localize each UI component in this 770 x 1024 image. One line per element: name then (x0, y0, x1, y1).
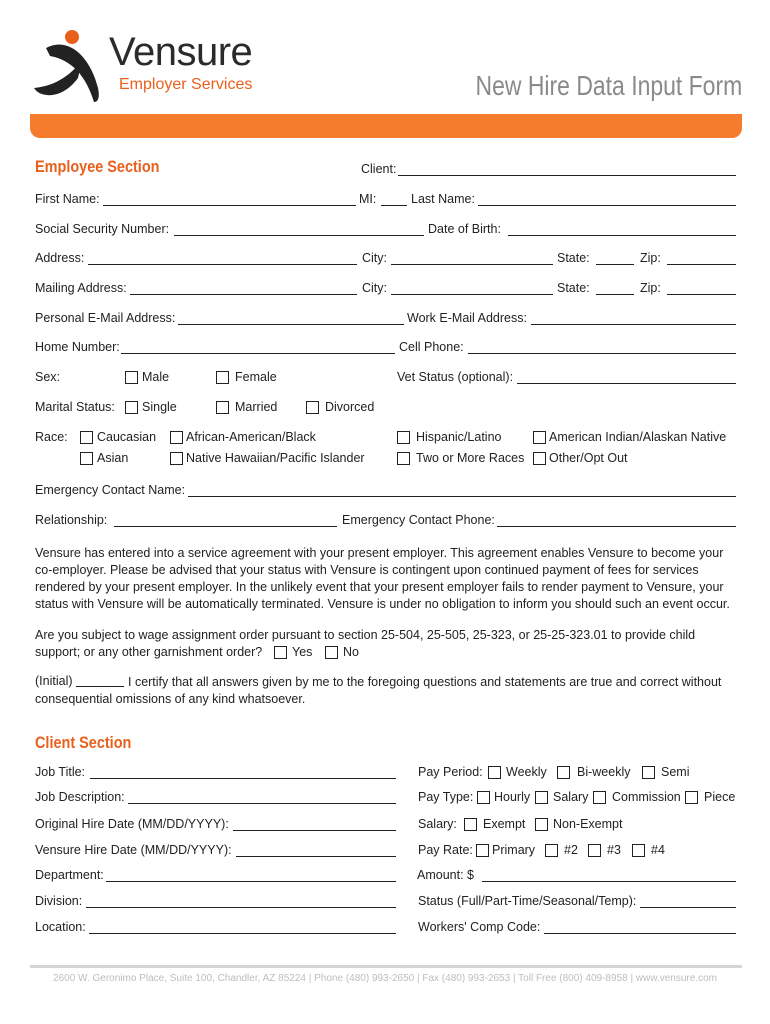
brand-name: Vensure (109, 30, 253, 74)
work-email-field[interactable] (531, 324, 736, 325)
mailing-city-label: City: (362, 281, 387, 295)
piece-checkbox[interactable] (685, 791, 698, 804)
rate3-label: #3 (607, 843, 621, 857)
header-bar (30, 114, 742, 138)
department-label: Department: (35, 868, 104, 882)
location-label: Location: (35, 920, 86, 934)
cell-phone-field[interactable] (468, 353, 736, 354)
caucasian-label: Caucasian (97, 430, 157, 444)
footer-contact: 2600 W. Geronimo Place, Suite 100, Chandler, AZ 85224 | Phone (480) 993-2650 | Fax (480) 993-2653 | Toll Free (800) 409-8958 | www.vensure.com (53, 973, 717, 984)
american-indian-label: American Indian/Alaskan Native (549, 430, 727, 444)
mailing-zip-label: Zip: (640, 281, 661, 295)
pay-type-label: Pay Type: (418, 790, 474, 804)
footer-divider (30, 965, 742, 968)
single-checkbox[interactable] (125, 401, 138, 414)
relationship-label: Relationship: (35, 513, 108, 527)
mailing-address-label: Mailing Address: (35, 281, 127, 295)
male-checkbox[interactable] (125, 371, 138, 384)
cell-phone-label: Cell Phone: (399, 340, 464, 354)
job-title-label: Job Title: (35, 765, 86, 779)
emergency-phone-label: Emergency Contact Phone: (342, 513, 495, 527)
first-name-label: First Name: (35, 192, 100, 206)
commission-label: Commission (612, 790, 681, 804)
vet-status-label: Vet Status (optional): (397, 370, 514, 384)
rate2-checkbox[interactable] (545, 844, 558, 857)
garnish-yes-checkbox[interactable] (274, 646, 287, 659)
workers-comp-field[interactable] (544, 933, 736, 934)
female-checkbox[interactable] (216, 371, 229, 384)
zip-field[interactable] (667, 264, 736, 265)
work-email-label: Work E-Mail Address: (407, 311, 527, 325)
biweekly-label: Bi-weekly (577, 765, 631, 779)
other-checkbox[interactable] (533, 452, 546, 465)
vensure-hire-field[interactable] (236, 856, 396, 857)
married-label: Married (235, 400, 278, 414)
status-label: Status (Full/Part-Time/Seasonal/Temp): (418, 894, 637, 908)
emergency-name-field[interactable] (188, 496, 736, 497)
mi-label: MI: (359, 192, 377, 206)
weekly-checkbox[interactable] (488, 766, 501, 779)
semi-checkbox[interactable] (642, 766, 655, 779)
marital-status-label: Marital Status: (35, 400, 115, 414)
zip-label: Zip: (640, 251, 661, 265)
ssn-field[interactable] (174, 235, 424, 236)
personal-email-label: Personal E-Mail Address: (35, 311, 176, 325)
agreement-paragraph: Vensure has entered into a service agreement with your present employer. This agreement enables Vensure to become your co-employer. Please be advised that your status with Vensure is contingent upon continued payment of fees for services rendered by your present employer. In the unlikely event that your present employer fails to render payment to Vensure, your status with Vensure will be automatically terminated. Vensure is under no obligation to inform you should such an event occur. (35, 546, 730, 611)
certify-statement: I certify that all answers given by me to the foregoing questions and statements are true and correct without consequential omissions of any kind whatsoever. (35, 675, 722, 706)
vensure-hire-label: Vensure Hire Date (MM/DD/YYYY): (35, 843, 232, 857)
mailing-zip-field[interactable] (667, 294, 736, 295)
rate2-label: #2 (564, 843, 578, 857)
semi-label: Semi (661, 765, 690, 779)
home-number-label: Home Number: (35, 340, 120, 354)
african-american-label: African-American/Black (186, 430, 316, 444)
original-hire-label: Original Hire Date (MM/DD/YYYY): (35, 817, 229, 831)
division-label: Division: (35, 894, 83, 908)
salary-label: Salary: (418, 817, 457, 831)
hawaiian-label: Native Hawaiian/Pacific Islander (186, 451, 365, 465)
two-or-more-label: Two or More Races (416, 451, 525, 465)
hispanic-checkbox[interactable] (397, 431, 410, 444)
employee-section-title: Employee Section (35, 157, 160, 176)
married-checkbox[interactable] (216, 401, 229, 414)
ssn-label: Social Security Number: (35, 222, 170, 236)
hourly-checkbox[interactable] (477, 791, 490, 804)
divorced-label: Divorced (325, 400, 375, 414)
department-field[interactable] (106, 881, 396, 882)
client-label: Client: (361, 162, 397, 176)
initial-label: (Initial) (35, 674, 73, 688)
mailing-address-field[interactable] (130, 294, 357, 295)
home-number-field[interactable] (121, 353, 395, 354)
personal-email-field[interactable] (178, 324, 404, 325)
mailing-city-field[interactable] (391, 294, 553, 295)
location-field[interactable] (89, 933, 396, 934)
single-label: Single (142, 400, 177, 414)
emergency-name-label: Emergency Contact Name: (35, 483, 186, 497)
non-exempt-checkbox[interactable] (535, 818, 548, 831)
job-title-field[interactable] (90, 778, 396, 779)
first-name-field[interactable] (103, 205, 356, 206)
dob-field[interactable] (508, 235, 736, 236)
asian-checkbox[interactable] (80, 452, 93, 465)
relationship-field[interactable] (114, 526, 337, 527)
mi-field[interactable] (381, 205, 407, 206)
pay-period-label: Pay Period: (418, 765, 483, 779)
two-or-more-checkbox[interactable] (397, 452, 410, 465)
amount-field[interactable] (482, 881, 736, 882)
female-label: Female (235, 370, 277, 384)
job-description-field[interactable] (128, 803, 396, 804)
exempt-label: Exempt (483, 817, 526, 831)
primary-label: Primary (492, 843, 536, 857)
mailing-state-field[interactable] (596, 294, 634, 295)
emergency-phone-field[interactable] (497, 526, 736, 527)
brand-subtitle: Employer Services (119, 76, 253, 93)
address-label: Address: (35, 251, 85, 265)
pay-rate-label: Pay Rate: (418, 843, 473, 857)
divorced-checkbox[interactable] (306, 401, 319, 414)
hourly-label: Hourly (494, 790, 531, 804)
hawaiian-checkbox[interactable] (170, 452, 183, 465)
job-description-label: Job Description: (35, 790, 125, 804)
garnish-yes-label: Yes (292, 645, 313, 659)
vensure-logo-icon (28, 26, 110, 106)
sex-label: Sex: (35, 370, 61, 384)
salary-type-label: Salary (553, 790, 589, 804)
non-exempt-label: Non-Exempt (553, 817, 623, 831)
city-field[interactable] (391, 264, 553, 265)
garnish-no-checkbox[interactable] (325, 646, 338, 659)
rate4-label: #4 (651, 843, 665, 857)
last-name-label: Last Name: (411, 192, 475, 206)
biweekly-checkbox[interactable] (557, 766, 570, 779)
other-label: Other/Opt Out (549, 451, 628, 465)
original-hire-field[interactable] (233, 830, 396, 831)
salary-checkbox[interactable] (535, 791, 548, 804)
male-label: Male (142, 370, 170, 384)
american-indian-checkbox[interactable] (533, 431, 546, 444)
garnishment-question: Are you subject to wage assignment order pursuant to section 25-504, 25-505, 25-323, or 25-25-323.01 to provide child support; or any other garnishment order? (35, 628, 696, 659)
commission-checkbox[interactable] (593, 791, 606, 804)
workers-comp-label: Workers' Comp Code: (418, 920, 541, 934)
last-name-field[interactable] (478, 205, 736, 206)
dob-label: Date of Birth: (428, 222, 501, 236)
mailing-state-label: State: (557, 281, 590, 295)
hispanic-label: Hispanic/Latino (416, 430, 502, 444)
state-field[interactable] (596, 264, 634, 265)
piece-label: Piece (704, 790, 736, 804)
city-label: City: (362, 251, 387, 265)
race-label: Race: (35, 430, 68, 444)
amount-label: Amount: $ (417, 868, 474, 882)
caucasian-checkbox[interactable] (80, 431, 93, 444)
address-field[interactable] (88, 264, 357, 265)
division-field[interactable] (86, 907, 396, 908)
status-field[interactable] (640, 907, 736, 908)
rate3-checkbox[interactable] (588, 844, 601, 857)
primary-checkbox[interactable] (476, 844, 489, 857)
state-label: State: (557, 251, 590, 265)
form-title: New Hire Data Input Form (475, 70, 742, 101)
rate4-checkbox[interactable] (632, 844, 645, 857)
asian-label: Asian (97, 451, 129, 465)
client-field[interactable] (398, 175, 736, 176)
garnish-no-label: No (343, 645, 359, 659)
weekly-label: Weekly (506, 765, 547, 779)
vet-status-field[interactable] (517, 383, 736, 384)
client-section-title: Client Section (35, 733, 132, 752)
african-american-checkbox[interactable] (170, 431, 183, 444)
exempt-checkbox[interactable] (464, 818, 477, 831)
